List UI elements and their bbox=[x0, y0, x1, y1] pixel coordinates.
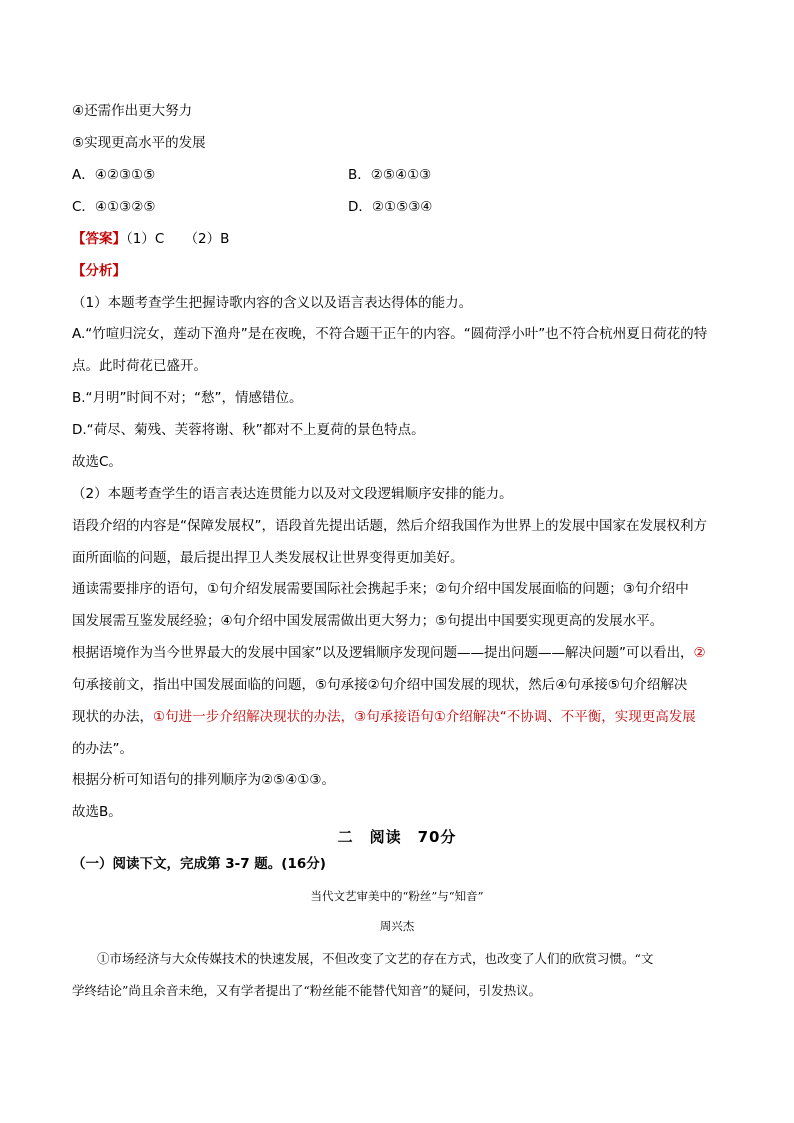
analysis-p9b: 句承接前文，指出中国发展面临的问题，⑤句承接②句介绍中国发展的现状，然后④句承接⑤句介绍解决 bbox=[72, 677, 688, 693]
option-item-4: ④还需作出更大努力 bbox=[72, 103, 193, 119]
analysis-p9c-text: 现状的办法， bbox=[72, 709, 153, 725]
analysis-p9a bbox=[72, 644, 706, 662]
analysis-p1: （1）本题考查学生把握诗歌内容的含义以及语言表达得体的能力。 bbox=[72, 295, 473, 311]
analysis-p4: D.“荷尽、菊残、芙蓉将谢、秋”都对不上夏荷的景色特点。 bbox=[72, 422, 425, 438]
analysis-p9a-highlight: ② bbox=[693, 645, 706, 661]
option-item-5: ⑤实现更高水平的发展 bbox=[72, 135, 206, 151]
answer-label: 【答案】 bbox=[72, 231, 126, 247]
analysis-p2a: A.“竹喧归浣女，莲动下渔舟”是在夜晚，不符合题干正午的内容。“圆荷浮小叶”也不符合杭州夏日荷花的特 bbox=[72, 326, 708, 342]
analysis-p6: （2）本题考查学生的语言表达连贯能力以及对文段逻辑顺序安排的能力。 bbox=[72, 486, 513, 502]
article-para1a: ①市场经济与大众传媒技术的快速发展，不但改变了文艺的存在方式，也改变了人们的欣赏习惯。“文 bbox=[97, 951, 654, 966]
analysis-p9c bbox=[72, 708, 696, 726]
section-subtitle: （一）阅读下文，完成第 3-7 题。(16分) bbox=[72, 856, 326, 872]
analysis-p5: 故选C。 bbox=[72, 454, 122, 470]
analysis-p9a-text: 根据语境作为当今世界最大的发展中国家”以及逻辑顺序发现问题——提出问题——解决问题”可以看出， bbox=[72, 645, 694, 661]
analysis-p11: 故选B。 bbox=[72, 804, 122, 820]
answer-value: （1）C （2）B bbox=[126, 231, 230, 247]
analysis-p8b: 国发展需互鉴发展经验；④句介绍中国发展需做出更大努力；⑤句提出中国要实现更高的发展水平。 bbox=[72, 613, 664, 629]
article-para1b: 学终结论”尚且余音未绝，又有学者提出了“粉丝能不能替代知音”的疑问，引发热议。 bbox=[72, 983, 542, 998]
analysis-p9d: 的办法”。 bbox=[72, 741, 133, 757]
analysis-p3: B.“月明”时间不对；“愁”，情感错位。 bbox=[72, 390, 303, 406]
analysis-p2b: 点。此时荷花已盛开。 bbox=[72, 358, 207, 374]
section-title: 二 阅读 70分 bbox=[337, 828, 457, 846]
analysis-p7a: 语段介绍的内容是“保障发展权”，语段首先提出话题，然后介绍我国作为世界上的发展中国家在发展权利方 bbox=[72, 518, 707, 534]
choice-c: C．④①③②⑤ bbox=[72, 199, 156, 215]
analysis-label: 【分析】 bbox=[72, 263, 126, 279]
choice-a: A．④②③①⑤ bbox=[72, 167, 156, 183]
analysis-p9c-highlight: ①句进一步介绍解决现状的办法，③句承接语句①介绍解决“不协调、不平衡，实现更高发展 bbox=[153, 709, 696, 725]
analysis-p7b: 面所面临的问题，最后提出捍卫人类发展权让世界变得更加美好。 bbox=[72, 550, 464, 566]
analysis-p8a: 通读需要排序的语句，①句介绍发展需要国际社会携起手来；②句介绍中国发展面临的问题；③句介绍中 bbox=[72, 581, 689, 597]
answer-line bbox=[72, 230, 229, 248]
choice-d: D．②①⑤③④ bbox=[348, 199, 433, 215]
article-author: 周兴杰 bbox=[379, 919, 415, 933]
article-title: 当代文艺审美中的“粉丝”与“知音” bbox=[310, 889, 484, 903]
analysis-p10: 根据分析可知语句的排列顺序为②⑤④①③。 bbox=[72, 772, 336, 788]
choice-b: B．②⑤④①③ bbox=[348, 167, 432, 183]
